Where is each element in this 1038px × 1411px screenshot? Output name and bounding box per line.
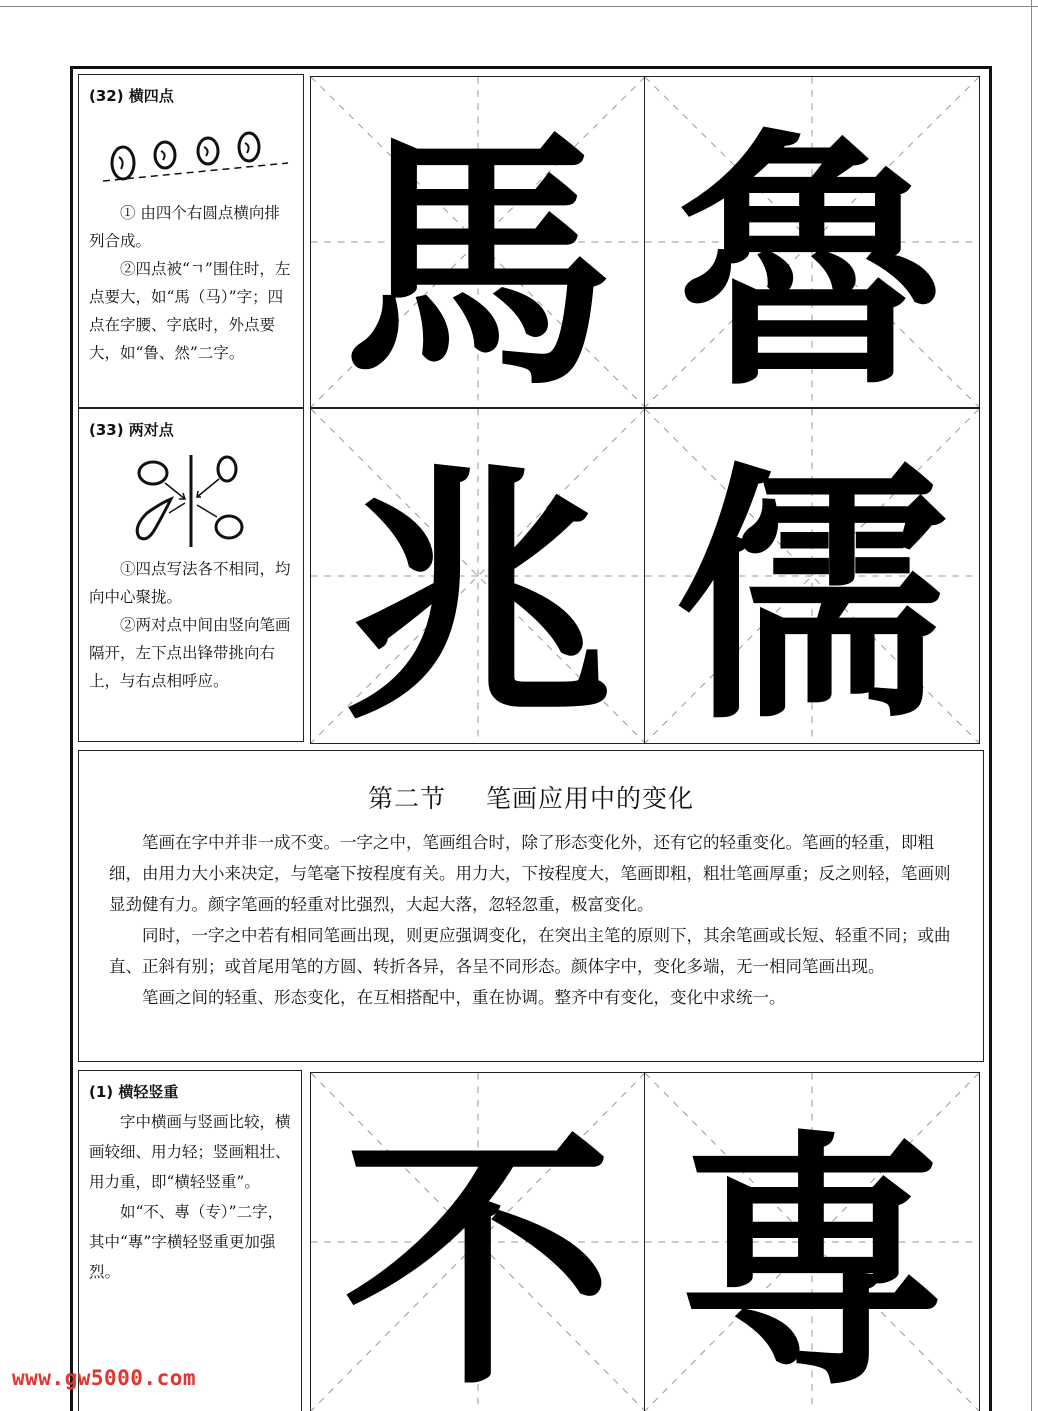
section-text-box <box>78 750 984 1062</box>
page-right-edge <box>1031 0 1038 1411</box>
note-paragraph: ②两对点中间由竖向笔画隔开，左下点出锋带挑向右上，与右点相呼应。 <box>89 616 291 690</box>
note-title: (33) 两对点 <box>89 421 174 439</box>
character-glyph: 魯 <box>677 104 947 408</box>
note-paragraph: 字中横画与竖画比较，横画较细、用力轻；竖画粗壮、用力重，即“横轻竖重”。 <box>89 1113 291 1191</box>
character-cell-zhao <box>310 408 646 744</box>
note-body <box>89 1107 293 1287</box>
character-cell-ma <box>310 76 646 408</box>
note-paragraph: ②四点被“ㄱ”围住时，左点要大，如“馬（马）”字；四点在字腰、字底时，外点要大，如“鲁、然”二字。 <box>89 260 291 362</box>
character-cell-ru <box>644 408 980 744</box>
section-title: 笔画应用中的变化 <box>486 784 695 813</box>
four-dots-diagram <box>103 125 293 195</box>
section-paragraph: 同时，一字之中若有相同笔画出现，则更应强调变化，在突出主笔的原则下，其余笔画或长短、轻重不同；或曲直、正斜有别；或首尾用笔的方圆、转折各异，各呈不同形态。颜体字中，变化多端，无一相同笔画出现。 <box>109 926 951 976</box>
note-box-33 <box>78 408 304 742</box>
note-paragraph: ①四点写法各不相同，均向中心聚拢。 <box>89 560 291 606</box>
note-paragraph: ① 由四个右圆点横向排列合成。 <box>89 204 280 250</box>
section-heading <box>79 779 983 815</box>
note-paragraph: 如“不、專（专）”二字，其中“專”字横轻竖重更加强烈。 <box>89 1203 284 1281</box>
section-body <box>109 827 957 1013</box>
character-glyph: 儒 <box>677 438 947 744</box>
character-cell-lu <box>644 76 980 408</box>
character-cell-bu <box>310 1072 646 1411</box>
note-body <box>89 555 295 695</box>
section-number: 第二节 <box>367 784 446 813</box>
note-body <box>89 199 295 367</box>
character-glyph: 専 <box>677 1104 947 1411</box>
section-paragraph: 笔画之间的轻重、形态变化，在互相搭配中，重在协调。整齐中有变化，变化中求统一。 <box>142 988 786 1007</box>
character-glyph: 兆 <box>343 438 613 744</box>
note-box-1 <box>78 1070 302 1411</box>
note-title: (1) 横轻竖重 <box>89 1083 179 1101</box>
watermark-url: www.gw5000.com <box>12 1366 197 1390</box>
paired-dots-diagram <box>129 451 259 551</box>
character-glyph: 不 <box>343 1104 613 1411</box>
character-glyph: 馬 <box>343 104 613 408</box>
character-cell-zhuan <box>644 1072 980 1411</box>
page-top-edge <box>0 0 1038 7</box>
note-box-32 <box>78 74 304 408</box>
section-paragraph: 笔画在字中并非一成不变。一字之中，笔画组合时，除了形态变化外，还有它的轻重变化。笔画的轻重，即粗细，由用力大小来决定，与笔毫下按程度有关。用力大，下按程度大，笔画即粗，粗壮笔画厚重；反之则轻，笔画则显劲健有力。颜字笔画的轻重对比强烈，大起大落，忽轻忽重，极富变化。 <box>109 833 951 914</box>
note-title: (32) 横四点 <box>89 87 174 105</box>
